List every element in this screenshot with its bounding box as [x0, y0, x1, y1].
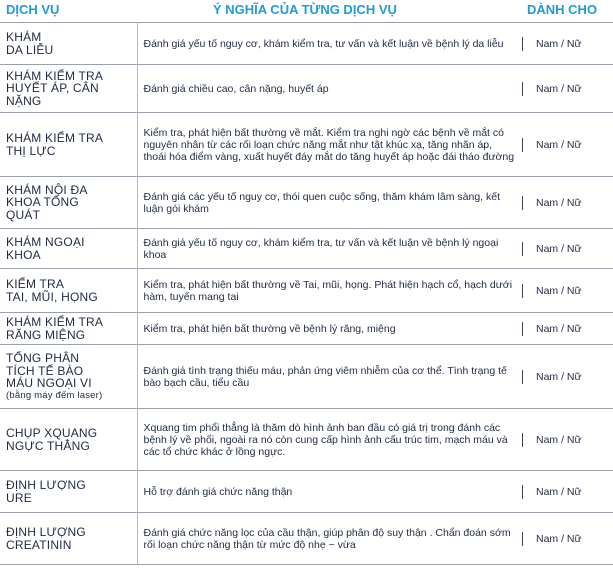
service-name-line: KHÁM KIỂM TRA — [6, 315, 104, 329]
table-row — [0, 23, 613, 65]
service-name-line: KHÁM NGOẠI — [6, 235, 85, 249]
service-description: Kiểm tra, phát hiện bất thường về bệnh lý răng, miệng — [137, 313, 522, 345]
table-row — [0, 513, 613, 565]
service-for — [522, 229, 613, 269]
table-row — [0, 345, 613, 409]
table-row — [0, 269, 613, 313]
header-meaning: Ý NGHĨA CỦA TỪNG DỊCH VỤ — [213, 2, 397, 17]
service-name-line: ĐỊNH LƯỢNG — [6, 478, 86, 492]
service-name — [0, 177, 137, 229]
table-header — [0, 0, 613, 22]
service-for — [522, 269, 613, 313]
service-name-line: TAI, MŨI, HỌNG — [6, 289, 98, 304]
table-row — [0, 65, 613, 113]
service-description: Đánh giá các yếu tố nguy cơ, thói quen cuộc sống, thăm khám lâm sàng, kết luận gói khám — [137, 177, 522, 229]
service-name-line: KHÁM KIỂM TRA — [6, 68, 104, 83]
service-name-note: (bằng máy đếm laser) — [6, 389, 103, 401]
service-description: Đánh giá tình trạng thiếu máu, phản ứng viêm nhiễm của cơ thể. Tình trạng tế bào bạch cầu, tiểu cầu — [137, 345, 522, 409]
service-for-label: Nam / Nữ — [536, 532, 582, 545]
service-name-line: TỔNG PHÂN — [6, 351, 80, 366]
table-row — [0, 113, 613, 177]
service-for — [522, 345, 613, 409]
service-name-line: CREATININ — [6, 537, 72, 552]
divider-bar — [522, 82, 523, 96]
header-service: DỊCH VỤ — [6, 2, 60, 17]
service-name-line: TÍCH TẾ BÀO — [6, 363, 84, 378]
service-for — [522, 471, 613, 513]
service-table — [0, 22, 613, 565]
service-description: Kiểm tra, phát hiện bất thường về mắt. Kiểm tra nghi ngờ các bệnh về mắt có nguyên nhân từ các rối loạn chức năng mắt như tật khúc xạ, tăng nhãn áp, thoái hóa điểm vàng, xuất huyết đáy mắt do tăng huyết áp hoặc đái tháo đường — [137, 113, 522, 177]
table-row — [0, 229, 613, 269]
service-name-line: CHỤP XQUANG — [6, 426, 98, 440]
service-description: Hỗ trợ đánh giá chức năng thận — [137, 471, 522, 513]
service-for — [522, 65, 613, 113]
service-name-line: URE — [6, 490, 32, 505]
service-name — [0, 471, 137, 513]
service-description: Xquang tim phổi thẳng là thăm dò hình ảnh ban đầu có giá trị trong đánh các bệnh lý về phổi, ngoài ra nó còn cung cấp hình ảnh cấu trúc tim, mạch máu và các tổ chức khác ở lồng ngực. — [137, 409, 522, 471]
divider-bar — [522, 433, 523, 447]
service-for — [522, 513, 613, 565]
service-for — [522, 23, 613, 65]
service-name-line: NẶNG — [6, 93, 42, 108]
service-for-label: Nam / Nữ — [536, 37, 582, 50]
service-name-line: QUÁT — [6, 207, 41, 222]
service-name-line: KHÁM NỘI ĐA — [6, 182, 88, 197]
service-name-line: KIỂM TRA — [6, 277, 65, 291]
divider-bar — [522, 242, 523, 256]
service-for-label: Nam / Nữ — [536, 433, 582, 446]
service-name-line: KHÁM — [6, 30, 42, 44]
service-description: Đánh giá yếu tố nguy cơ, khám kiểm tra, tư vấn và kết luận về bệnh lý ngoại khoa — [137, 229, 522, 269]
service-description: Kiểm tra, phát hiện bất thường về Tai, mũi, họng. Phát hiện hạch cổ, hạch dưới hàm, tuyến mang tai — [137, 269, 522, 313]
service-description: Đánh giá chức năng lọc của cầu thận, giúp phân độ suy thận . Chẩn đoán sớm rối loạn chức năng thận từ mức độ nhẹ ~ vừa — [137, 513, 522, 565]
divider-bar — [522, 532, 523, 546]
table-row — [0, 177, 613, 229]
service-name — [0, 269, 137, 313]
service-for-label: Nam / Nữ — [536, 284, 582, 297]
service-name-line: RĂNG MIỆNG — [6, 327, 86, 342]
service-for-label: Nam / Nữ — [536, 485, 582, 498]
service-for-label: Nam / Nữ — [536, 196, 582, 209]
service-name-line: KHOA — [6, 247, 41, 262]
service-for-label: Nam / Nữ — [536, 370, 582, 383]
service-for — [522, 113, 613, 177]
service-name-line: KHÁM KIỂM TRA — [6, 131, 104, 145]
service-name-line: NGỰC THẲNG — [6, 438, 91, 453]
service-name — [0, 345, 137, 409]
service-name-line: MÁU NGOẠI VI — [6, 376, 92, 391]
service-description: Đánh giá chiều cao, cân nặng, huyết áp — [137, 65, 522, 113]
service-for-label: Nam / Nữ — [536, 82, 582, 95]
service-name — [0, 409, 137, 471]
service-for-label: Nam / Nữ — [536, 242, 582, 255]
header-for: DÀNH CHO — [527, 2, 598, 17]
service-name-line: THỊ LỰC — [6, 143, 56, 158]
table-row — [0, 471, 613, 513]
service-name — [0, 23, 137, 65]
service-name — [0, 229, 137, 269]
service-description: Đánh giá yếu tố nguy cơ, khám kiểm tra, tư vấn và kết luận về bệnh lý da liễu — [137, 23, 522, 65]
divider-bar — [522, 138, 523, 152]
divider-bar — [522, 322, 523, 336]
service-name-line: HUYẾT ÁP, CÂN — [6, 81, 99, 96]
service-name-line: DA LIỄU — [6, 42, 54, 57]
service-name — [0, 513, 137, 565]
divider-bar — [522, 485, 523, 499]
service-name — [0, 65, 137, 113]
divider-bar — [522, 284, 523, 298]
service-for — [522, 313, 613, 345]
service-name-line: ĐỊNH LƯỢNG — [6, 525, 86, 539]
service-for — [522, 177, 613, 229]
service-for — [522, 409, 613, 471]
service-name — [0, 313, 137, 345]
service-for-label: Nam / Nữ — [536, 322, 582, 335]
table-row — [0, 409, 613, 471]
divider-bar — [522, 196, 523, 210]
service-name-line: KHOA TỔNG — [6, 195, 79, 210]
service-name — [0, 113, 137, 177]
divider-bar — [522, 370, 523, 384]
table-row — [0, 313, 613, 345]
service-for-label: Nam / Nữ — [536, 138, 582, 151]
divider-bar — [522, 37, 523, 51]
